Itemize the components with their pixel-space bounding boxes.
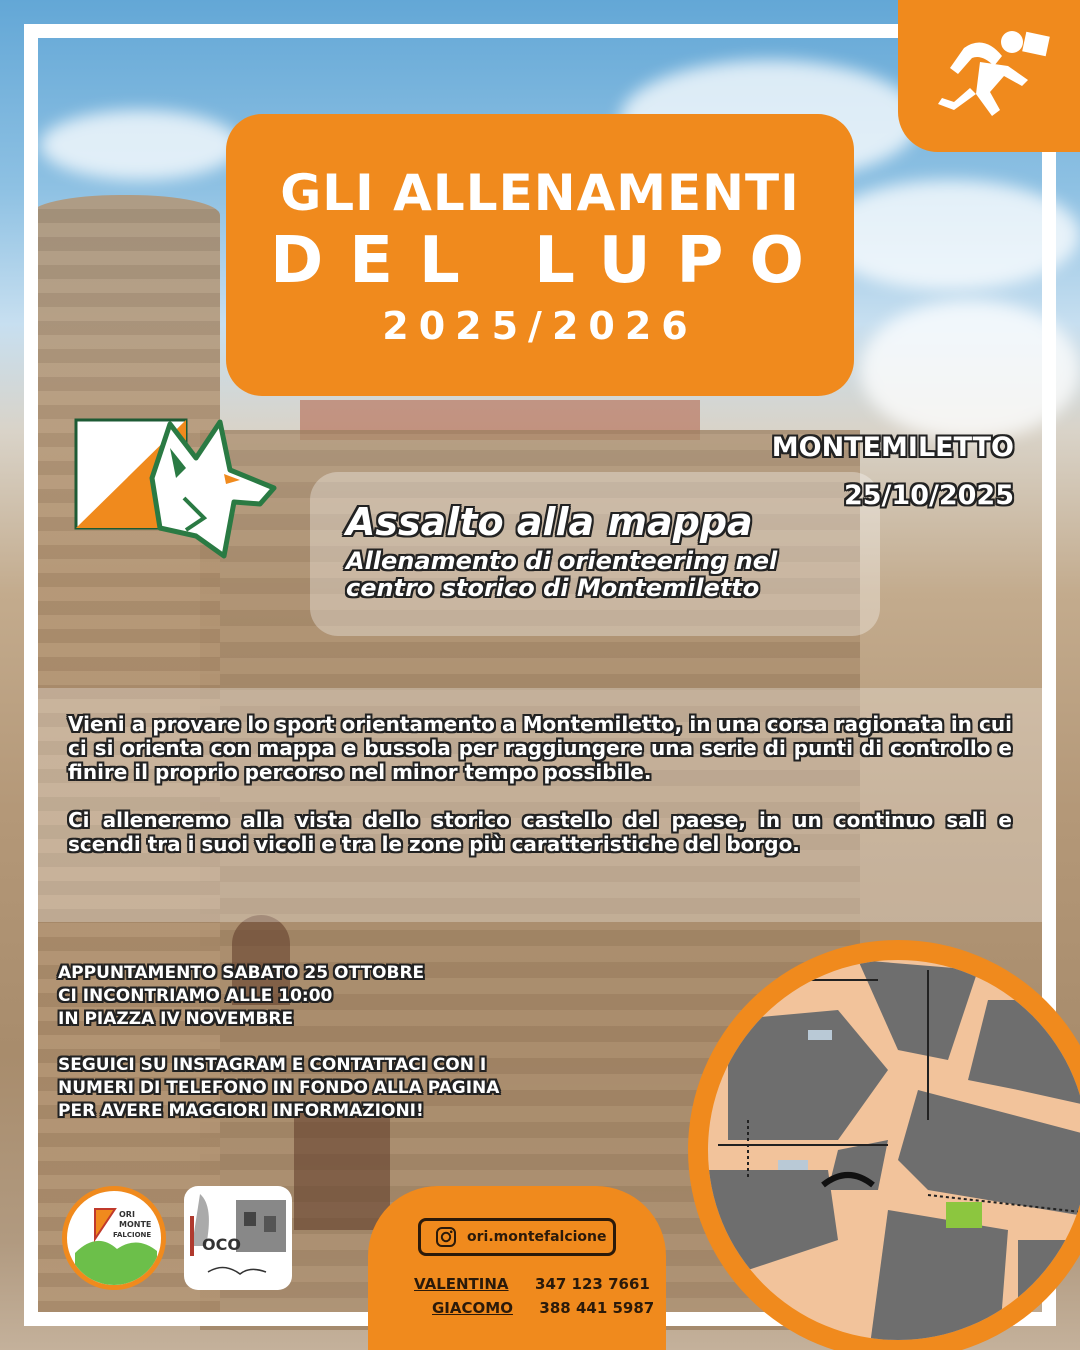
meeting-line-1: APPUNTAMENTO SABATO 25 OTTOBRE: [58, 963, 425, 983]
description-paragraph-1: Vieni a provare lo sport orientamento a Montemiletto, in una corsa ragionata in cui ci si orienta con mappa e bussola per raggiungere una serie di punti di controllo e finire il proprio percorso nel minor tempo possibile.: [68, 712, 1012, 784]
follow-line-3: PER AVERE MAGGIORI INFORMAZIONI!: [58, 1101, 424, 1121]
meeting-info: [58, 962, 598, 1123]
date-label: 25/10/2025: [843, 480, 1014, 511]
proloco-logo: [184, 1186, 292, 1290]
meeting-line-2: CI INCONTRIAMO ALLE 10:00: [58, 986, 333, 1006]
location-label: MONTEMILETTO: [771, 432, 1014, 463]
contact-name: GIACOMO: [432, 1299, 513, 1317]
follow-line-1: SEGUICI SU INSTAGRAM E CONTATTACI CON I: [58, 1055, 487, 1075]
wolf-orienteering-icon: [74, 418, 284, 564]
instagram-icon: [435, 1226, 457, 1248]
title-line-1: GLI ALLENAMENTI: [280, 164, 800, 222]
ori-logo-line-1: ORI: [119, 1210, 135, 1219]
season-label: 2025/2026: [382, 304, 698, 348]
instagram-handle: ori.montefalcione: [467, 1229, 607, 1245]
title-line-2: DEL LUPO: [270, 224, 830, 298]
contact-name: VALENTINA: [414, 1275, 509, 1293]
runner-badge: [898, 0, 1080, 152]
proloco-logo-text: OCO: [202, 1235, 241, 1254]
meeting-line-3: IN PIAZZA IV NOVEMBRE: [58, 1009, 294, 1029]
contact-phone[interactable]: 388 441 5987: [539, 1299, 655, 1317]
contact-phone[interactable]: 347 123 7661: [535, 1275, 650, 1293]
event-title: Assalto alla mappa: [346, 500, 753, 544]
follow-line-2: NUMERI DI TELEFONO IN FONDO ALLA PAGINA: [58, 1078, 500, 1098]
title-card: [226, 114, 854, 396]
runner-icon: [924, 26, 1054, 126]
instagram-link[interactable]: [418, 1218, 616, 1256]
ori-montefalcione-logo: [62, 1186, 166, 1290]
contact-row-giacomo: [432, 1299, 654, 1317]
contact-row-valentina: [414, 1275, 650, 1293]
ori-logo-line-2: MONTE: [119, 1220, 152, 1229]
description-paragraph-2: Ci alleneremo alla vista dello storico castello del paese, in un continuo sali e scendi tra i suoi vicoli e tra le zone più caratteristiche del borgo.: [68, 808, 1012, 856]
event-subtitle: Allenamento di orienteering nel centro storico di Montemiletto: [346, 547, 778, 602]
contact-panel: [368, 1186, 666, 1350]
description: [68, 712, 1012, 856]
ori-logo-line-3: FALCIONE: [113, 1231, 152, 1239]
